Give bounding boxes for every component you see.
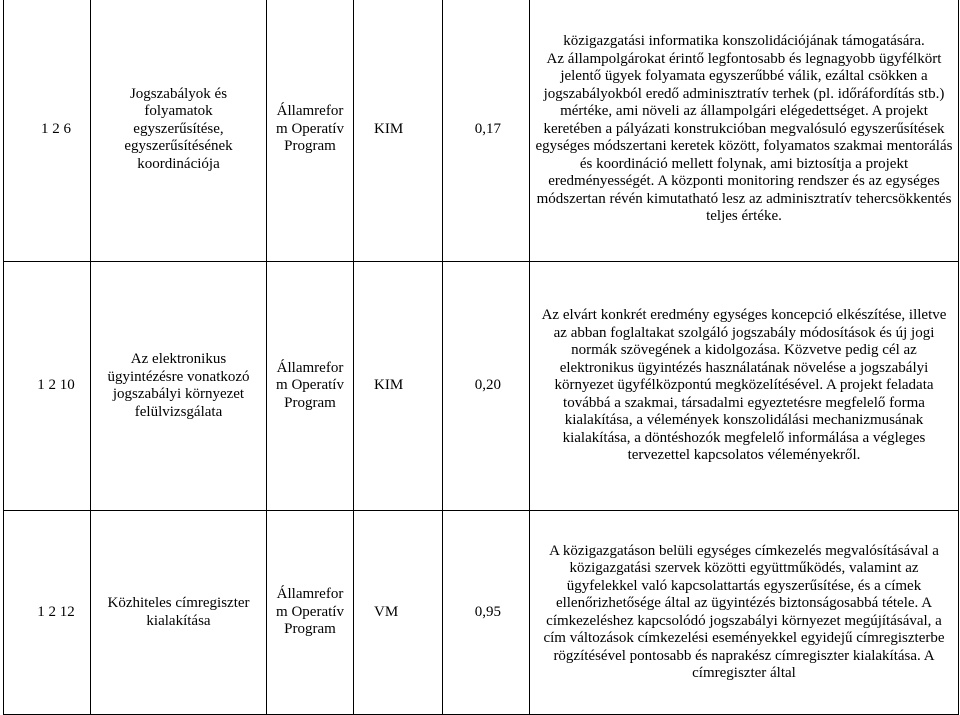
project-id: 1 2 12 [4,511,91,715]
description-paragraph: A közigazgatáson belüli egységes címkezelés megvalósításával a közigazgatási szervek közötti együttműködés, valamint az ügyfelekkel való kapcsolattartás egyszerűsítése, és a címek ellenőrizhetősége által az ügyintézés biztonságosabbá tétele. A címkezeléshez kapcsolódó jogszabályi környezet megújításával, a cím változások címkezelési eseményekkel egyidejű címregiszterbe rögzítésével pontosabb és naprakész címregiszter kialakítása. A címregiszter által [543,542,945,681]
project-title: Az elektronikus ügyintézésre vonatkozó jogszabályi környezet felülvizsgálata [91,262,267,511]
project-table [3,0,959,715]
description-paragraph: Az elvárt konkrét eredmény egységes koncepció elkészítése, illetve az abban foglaltakat szolgáló jogszabály módosítások és új jogi normák szövegének a kidolgozása. Közvetve pedig cél az elektronikus ügyintézés használatának növelése a jogszabályi környezet ügyfélközpontú megközelítésével. A projekt feladata továbbá a szakmai, társadalmi egyeztetésre megfelelő forma kialakítása, a vélemények konszolidálási mechanizmusának kialakítása, a döntéshozók megfelelő informálása a végleges tervezettel kapcsolatos véleményekről. [541,307,947,464]
program-name: Államreform Operatív Program [267,511,354,715]
project-value: 0,95 [443,511,530,715]
table-row [4,0,959,262]
project-title: Közhiteles címregiszter kialakítása [91,511,267,715]
project-id: 1 2 6 [4,0,91,262]
project-description [530,262,959,511]
project-id: 1 2 10 [4,262,91,511]
project-value: 0,17 [443,0,530,262]
project-title: Jogszabályok és folyamatok egyszerűsítése, egyszerűsítésének koordinációja [91,0,267,262]
responsible-org: VM [354,511,443,715]
project-value: 0,20 [443,262,530,511]
description-paragraph: Az állampolgárokat érintő legfontosabb és legnagyobb ügyfélkört jelentő ügyek folyamata egyszerűbbé válik, ezáltal csökken a jogszabályokból eredő adminisztratív terhek (pl. időráfordítás stb.) mértéke, ami növeli az állampolgári elégedettséget. A projekt keretében a pályázati konstrukcióban megvalósuló egyszerűsítések egységes módszertani keretek között, folyamatos szakmai mentorálás és koordináció mellett folynak, ami biztosítja a projekt eredményességét. A központi monitoring rendszer és az egységes módszertan révén kimutatható lesz az adminisztratív tehercsökkentés teljes értéke. [535,50,953,225]
project-description [530,511,959,715]
table-row [4,511,959,715]
program-name: Államreform Operatív Program [267,262,354,511]
program-name: Államreform Operatív Program [267,0,354,262]
responsible-org: KIM [354,0,443,262]
responsible-org: KIM [354,262,443,511]
description-paragraph: közigazgatási informatika konszolidációjának támogatására. [563,33,925,50]
project-description [530,0,959,262]
table-row [4,262,959,511]
